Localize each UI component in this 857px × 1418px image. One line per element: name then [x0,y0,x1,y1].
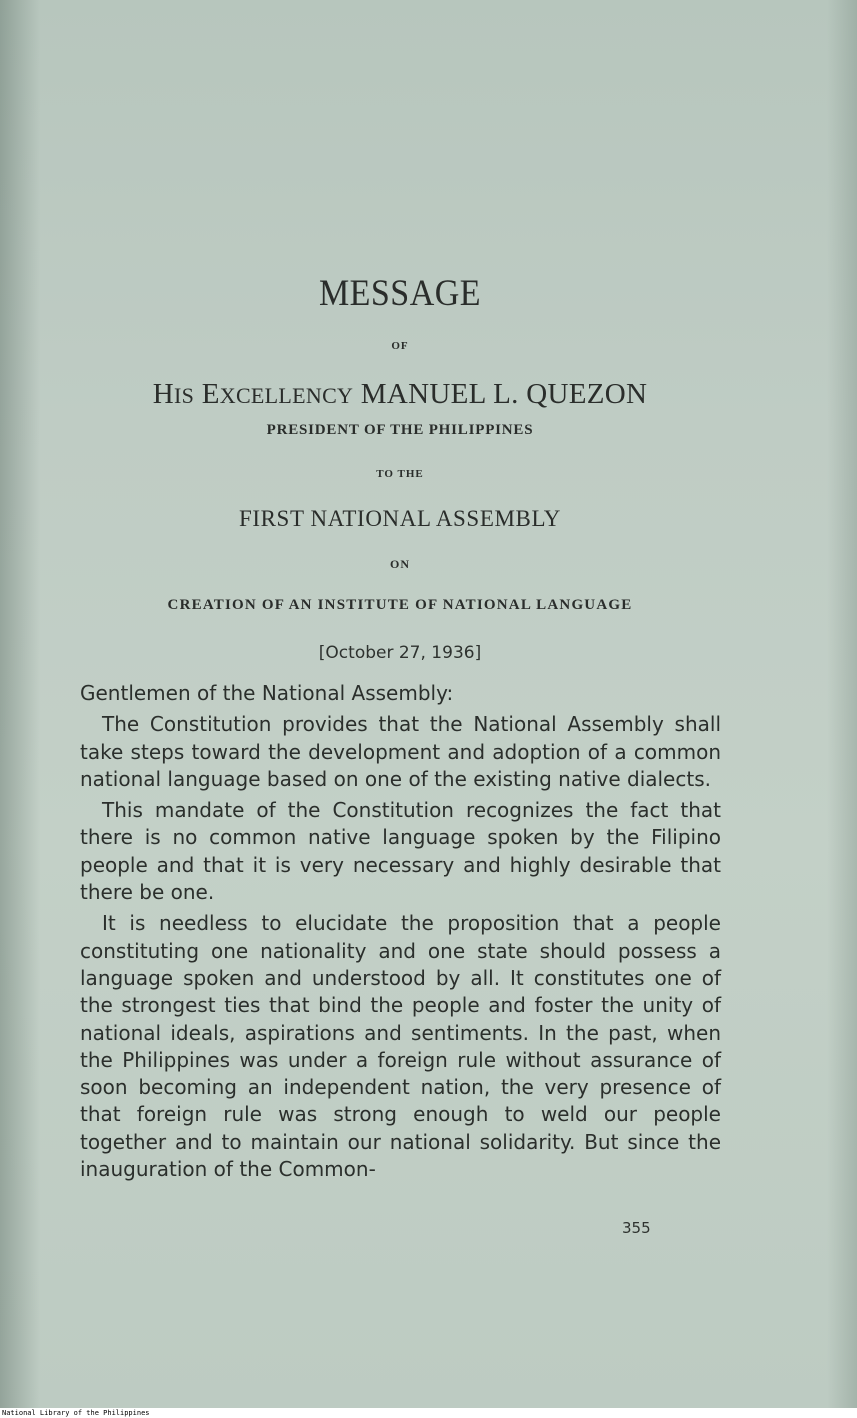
on-label: ON [390,557,410,571]
paragraph-1: The Constitution provides that the National Assembly shall take steps toward the development and adoption of a common national language based on one of the existing native dialects. [80,712,721,791]
paragraph-3: It is needless to elucidate the proposition that a people constituting one nationality and one state should possess a language spoken and understood by all. It constitutes one of the strongest ties that bind the people and foster the unity of national ideals, aspirations and sentiments. In the past, when the Philippines was under a foreign rule without assurance of soon becoming an independent nation, the very presence of that foreign rule was strong enough to weld our people together and to maintain our national solidarity. But since the inauguration of the Common- [80,911,721,1182]
excellency-line [80,378,720,411]
of-label: OF [391,340,409,352]
page-number: 355 [622,1219,651,1237]
excellency-prefix: H [152,378,175,410]
president-line: PRESIDENT OF THE PHILIPPINES [266,422,534,438]
excellency-small: IS [174,383,195,408]
document-title: MESSAGE [318,273,482,314]
excellency-name: MANUEL L. QUEZON [360,378,648,410]
excellency-e: E [201,378,220,410]
message-date: [October 27, 1936] [318,643,482,663]
assembly-heading: FIRST NATIONAL ASSEMBLY [238,506,562,531]
footer-credit: National Library of the Philippines [2,1409,150,1417]
message-body [80,680,721,1183]
salutation: Gentlemen of the National Assembly: [80,681,454,705]
to-the-label: TO THE [376,468,424,480]
paragraph-2: This mandate of the Constitution recognizes the fact that there is no common native language spoken by the Filipino people and that it is very necessary and highly desirable that there be one. [80,798,721,905]
subject-heading: CREATION OF AN INSTITUTE OF NATIONAL LANGUAGE [167,597,633,613]
excellency-small2: XCELLENCY [219,383,354,408]
